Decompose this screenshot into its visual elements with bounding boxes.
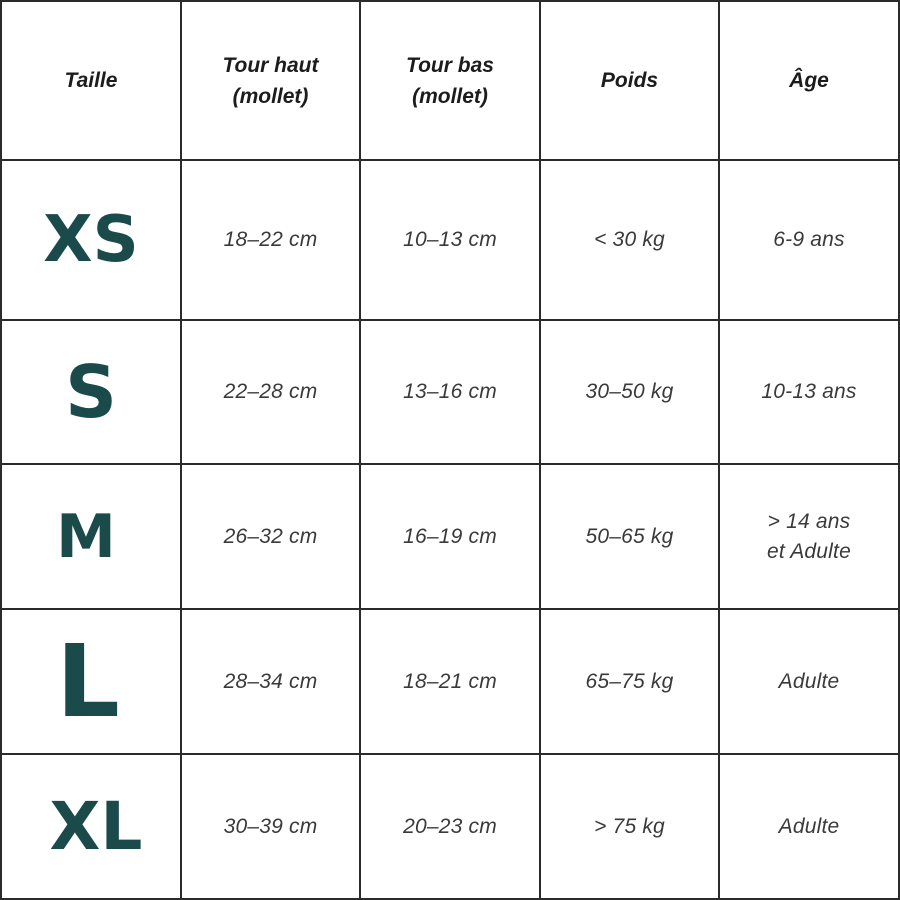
bottom-circumference-value: 13–16 cm xyxy=(403,380,497,403)
bottom-circumference-cell xyxy=(361,321,539,463)
weight-value: 30–50 kg xyxy=(585,380,674,403)
weight-value: > 75 kg xyxy=(594,814,665,838)
header-weight-label: Poids xyxy=(600,69,659,92)
age-cell xyxy=(720,755,898,898)
size-label-text: M xyxy=(56,501,116,572)
top-circumference-value: 26–32 cm xyxy=(223,524,318,548)
bottom-circumference-value: 16–19 cm xyxy=(403,524,497,548)
top-circumference-value: 30–39 cm xyxy=(223,814,318,838)
age-value: Adulte xyxy=(778,669,840,693)
header-bottom-circumference xyxy=(361,2,539,159)
age-value: 10-13 ans xyxy=(761,380,857,403)
bottom-circumference-cell xyxy=(361,610,539,753)
top-circumference-cell xyxy=(182,161,359,319)
top-circumference-cell xyxy=(182,465,359,608)
weight-value: 50–65 kg xyxy=(585,524,674,548)
weight-cell xyxy=(541,321,718,463)
top-circumference-value: 22–28 cm xyxy=(223,380,318,403)
header-size-label: Taille xyxy=(64,69,118,92)
size-label xyxy=(2,755,190,898)
weight-value: 65–75 kg xyxy=(585,669,674,693)
header-weight xyxy=(541,2,718,159)
size-label xyxy=(2,465,170,608)
header-top-circumference-line2: (mollet) xyxy=(232,84,309,108)
age-cell xyxy=(720,465,898,608)
age-cell xyxy=(720,321,898,463)
header-bottom-circumference-line1: Tour bas xyxy=(406,53,494,77)
size-label xyxy=(2,321,180,463)
size-label-text: XS xyxy=(43,203,139,277)
age-value-line2: et Adulte xyxy=(767,539,851,563)
header-age-label: Âge xyxy=(789,69,829,92)
top-circumference-cell xyxy=(182,610,359,753)
header-age xyxy=(720,2,898,159)
size-label-text: XL xyxy=(49,788,143,865)
top-circumference-value: 18–22 cm xyxy=(223,228,318,251)
bottom-circumference-cell xyxy=(361,755,539,898)
header-top-circumference xyxy=(182,2,359,159)
age-cell xyxy=(720,610,898,753)
size-label-text: S xyxy=(65,350,117,434)
bottom-circumference-value: 18–21 cm xyxy=(403,669,497,693)
weight-cell xyxy=(541,161,718,319)
top-circumference-cell xyxy=(182,321,359,463)
age-value: 6-9 ans xyxy=(773,228,845,251)
bottom-circumference-cell xyxy=(361,465,539,608)
size-label xyxy=(2,161,180,319)
top-circumference-cell xyxy=(182,755,359,898)
age-cell xyxy=(720,161,898,319)
weight-cell xyxy=(541,465,718,608)
bottom-circumference-cell xyxy=(361,161,539,319)
top-circumference-value: 28–34 cm xyxy=(223,669,318,693)
size-label xyxy=(2,610,174,753)
bottom-circumference-value: 10–13 cm xyxy=(403,228,497,251)
weight-cell xyxy=(541,755,718,898)
weight-cell xyxy=(541,610,718,753)
header-top-circumference-line1: Tour haut xyxy=(222,53,319,77)
header-size xyxy=(2,2,180,159)
age-value-line1: > 14 ans xyxy=(767,509,851,533)
bottom-circumference-value: 20–23 cm xyxy=(403,814,497,838)
age-value: Adulte xyxy=(778,814,840,838)
header-bottom-circumference-line2: (mollet) xyxy=(412,84,488,108)
size-label-text: L xyxy=(56,623,120,740)
weight-value: < 30 kg xyxy=(594,228,665,251)
